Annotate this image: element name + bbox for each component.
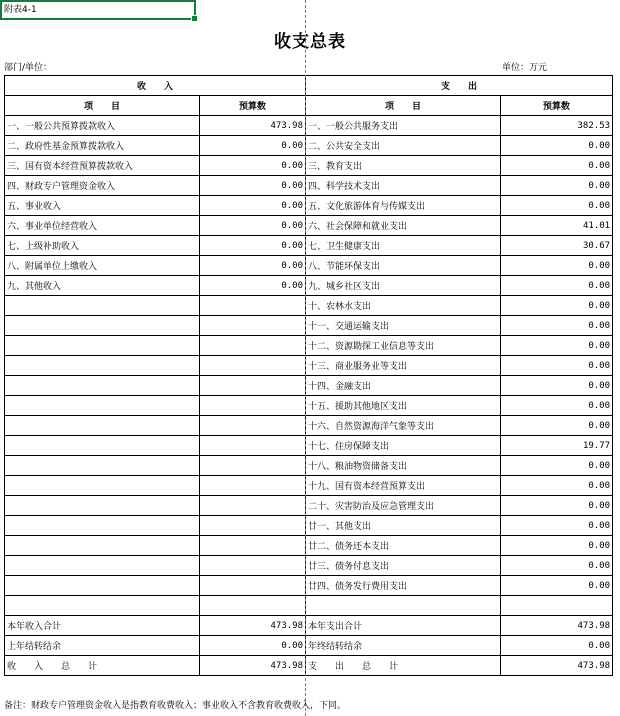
income-value-cell[interactable]	[200, 576, 306, 596]
expense-item-cell[interactable]: 七、卫生健康支出	[306, 236, 501, 256]
income-item-cell[interactable]	[5, 296, 200, 316]
expense-value-cell[interactable]: 0.00	[501, 496, 613, 516]
page-break-line	[305, 0, 306, 716]
expense-item-cell[interactable]: 十九、国有资本经营预算支出	[306, 476, 501, 496]
expense-item-cell[interactable]: 十三、商业服务业等支出	[306, 356, 501, 376]
income-header: 收 入	[5, 76, 306, 96]
income-item-cell[interactable]: 三、国有资本经营预算拨款收入	[5, 156, 200, 176]
expense-value-cell[interactable]: 0.00	[501, 476, 613, 496]
table-row	[5, 156, 613, 176]
table-row	[5, 516, 613, 536]
income-item-cell[interactable]	[5, 336, 200, 356]
table-row	[5, 616, 613, 636]
income-value-cell[interactable]	[200, 396, 306, 416]
expense-item-cell[interactable]: 五、文化旅游体育与传媒支出	[306, 196, 501, 216]
income-value-cell[interactable]: 0.00	[200, 136, 306, 156]
income-value-cell[interactable]	[200, 536, 306, 556]
table-row	[5, 296, 613, 316]
income-item-cell[interactable]: 收 入 总 计	[5, 656, 200, 676]
column-header-row	[5, 96, 613, 116]
income-item-cell[interactable]: 本年收入合计	[5, 616, 200, 636]
income-value-cell[interactable]: 473.98	[200, 116, 306, 136]
income-item-cell[interactable]	[5, 416, 200, 436]
income-value-cell[interactable]: 0.00	[200, 176, 306, 196]
income-item-cell[interactable]	[5, 436, 200, 456]
expense-item-cell[interactable]: 十四、金融支出	[306, 376, 501, 396]
income-value-cell[interactable]	[200, 516, 306, 536]
table-row	[5, 316, 613, 336]
income-item-cell[interactable]: 二、政府性基金预算拨款收入	[5, 136, 200, 156]
income-value-cell[interactable]	[200, 296, 306, 316]
table-row	[5, 376, 613, 396]
table-row	[5, 636, 613, 656]
expense-item-cell[interactable]: 廿一、其他支出	[306, 516, 501, 536]
expense-item-cell[interactable]: 十、农林水支出	[306, 296, 501, 316]
income-value-cell[interactable]	[200, 496, 306, 516]
income-item-cell[interactable]	[5, 496, 200, 516]
table-row	[5, 596, 613, 616]
expense-value-cell[interactable]: 0.00	[501, 196, 613, 216]
income-value-cell[interactable]: 0.00	[200, 216, 306, 236]
income-item-cell[interactable]: 上年结转结余	[5, 636, 200, 656]
income-item-cell[interactable]	[5, 516, 200, 536]
expense-value-cell[interactable]: 0.00	[501, 536, 613, 556]
income-value-cell[interactable]	[200, 476, 306, 496]
expense-item-cell[interactable]: 十六、自然资源海洋气象等支出	[306, 416, 501, 436]
table-row	[5, 456, 613, 476]
income-item-cell[interactable]: 四、财政专户管理资金收入	[5, 176, 200, 196]
income-value-cell[interactable]	[200, 596, 306, 616]
expense-value-cell[interactable]: 30.67	[501, 236, 613, 256]
section-header-row	[5, 76, 613, 96]
expense-value-cell[interactable]: 0.00	[501, 176, 613, 196]
expense-value-cell[interactable]: 0.00	[501, 276, 613, 296]
table-row	[5, 576, 613, 596]
expense-item-cell[interactable]: 十七、住房保障支出	[306, 436, 501, 456]
page-title: 收支总表	[274, 32, 346, 52]
expense-value-cell[interactable]: 0.00	[501, 516, 613, 536]
income-value-cell[interactable]	[200, 316, 306, 336]
table-row	[5, 136, 613, 156]
expense-value-cell[interactable]: 0.00	[501, 356, 613, 376]
expense-value-cell[interactable]: 0.00	[501, 156, 613, 176]
income-value-cell[interactable]	[200, 556, 306, 576]
income-value-cell[interactable]: 0.00	[200, 196, 306, 216]
expense-header: 支 出	[306, 76, 613, 96]
dept-label: 部门/单位：	[4, 63, 53, 73]
table-row	[5, 276, 613, 296]
unit-label: 单位：万元	[502, 63, 548, 73]
expense-item-cell[interactable]: 年终结转结余	[306, 636, 501, 656]
expense-item-header: 项 目	[306, 96, 501, 116]
expense-value-cell[interactable]: 41.01	[501, 216, 613, 236]
income-value-cell[interactable]	[200, 416, 306, 436]
expense-value-cell[interactable]: 0.00	[501, 636, 613, 656]
income-item-cell[interactable]	[5, 376, 200, 396]
expense-item-cell[interactable]: 二十、灾害防治及应急管理支出	[306, 496, 501, 516]
table-row	[5, 216, 613, 236]
table-row	[5, 556, 613, 576]
income-item-cell[interactable]: 七、上级补助收入	[5, 236, 200, 256]
table-row	[5, 396, 613, 416]
expense-item-cell[interactable]: 十八、粮油物资储备支出	[306, 456, 501, 476]
income-item-cell[interactable]	[5, 456, 200, 476]
expense-value-cell[interactable]: 473.98	[501, 616, 613, 636]
table-row	[5, 416, 613, 436]
income-value-cell[interactable]: 0.00	[200, 256, 306, 276]
table-row	[5, 236, 613, 256]
selected-cell[interactable]	[0, 0, 196, 20]
income-item-header: 项 目	[5, 96, 200, 116]
income-item-cell[interactable]	[5, 356, 200, 376]
expense-item-cell[interactable]: 九、城乡社区支出	[306, 276, 501, 296]
table-row	[5, 176, 613, 196]
expense-value-cell[interactable]: 0.00	[501, 456, 613, 476]
expense-item-cell[interactable]: 二、公共安全支出	[306, 136, 501, 156]
expense-value-cell[interactable]: 0.00	[501, 136, 613, 156]
expense-item-cell[interactable]	[306, 596, 501, 616]
expense-value-cell[interactable]: 0.00	[501, 376, 613, 396]
income-value-cell[interactable]: 0.00	[200, 276, 306, 296]
expense-value-cell[interactable]: 0.00	[501, 316, 613, 336]
table-row	[5, 116, 613, 136]
table-row	[5, 356, 613, 376]
expense-value-cell[interactable]: 473.98	[501, 656, 613, 676]
table-row	[5, 256, 613, 276]
expense-item-cell[interactable]: 三、教育支出	[306, 156, 501, 176]
table-row	[5, 196, 613, 216]
expense-item-cell[interactable]: 廿二、债务还本支出	[306, 536, 501, 556]
footnote: 备注：财政专户管理资金收入是指教育收费收入；事业收入不含教育收费收入，下同。	[4, 701, 347, 711]
expense-item-cell[interactable]: 六、社会保障和就业支出	[306, 216, 501, 236]
expense-item-cell[interactable]: 十五、援助其他地区支出	[306, 396, 501, 416]
income-item-cell[interactable]	[5, 596, 200, 616]
expense-value-cell[interactable]	[501, 596, 613, 616]
income-value-cell[interactable]: 0.00	[200, 236, 306, 256]
expense-item-cell[interactable]: 十二、资源勘探工业信息等支出	[306, 336, 501, 356]
cell-ref-text: 附表4-1	[4, 5, 37, 15]
expense-item-cell[interactable]: 本年支出合计	[306, 616, 501, 636]
expense-value-cell[interactable]: 0.00	[501, 576, 613, 596]
table-row	[5, 496, 613, 516]
expense-value-cell[interactable]: 0.00	[501, 336, 613, 356]
expense-item-cell[interactable]: 八、节能环保支出	[306, 256, 501, 276]
expense-item-cell[interactable]: 四、科学技术支出	[306, 176, 501, 196]
income-value-cell[interactable]: 473.98	[200, 656, 306, 676]
expense-value-cell[interactable]: 19.77	[501, 436, 613, 456]
expense-budget-header: 预算数	[501, 96, 613, 116]
expense-item-cell[interactable]: 廿四、债务发行费用支出	[306, 576, 501, 596]
income-value-cell[interactable]	[200, 376, 306, 396]
income-item-cell[interactable]	[5, 576, 200, 596]
summary-table	[4, 75, 613, 676]
income-value-cell[interactable]	[200, 336, 306, 356]
income-item-cell[interactable]: 五、事业收入	[5, 196, 200, 216]
table-row	[5, 476, 613, 496]
income-item-cell[interactable]	[5, 556, 200, 576]
expense-value-cell[interactable]: 0.00	[501, 556, 613, 576]
income-value-cell[interactable]: 0.00	[200, 156, 306, 176]
income-item-cell[interactable]: 八、附属单位上缴收入	[5, 256, 200, 276]
table-row	[5, 536, 613, 556]
expense-value-cell[interactable]: 382.53	[501, 116, 613, 136]
income-budget-header: 预算数	[200, 96, 306, 116]
income-value-cell[interactable]: 0.00	[200, 636, 306, 656]
table-row	[5, 656, 613, 676]
income-value-cell[interactable]	[200, 436, 306, 456]
expense-item-cell[interactable]: 一、一般公共服务支出	[306, 116, 501, 136]
income-item-cell[interactable]: 九、其他收入	[5, 276, 200, 296]
income-item-cell[interactable]	[5, 476, 200, 496]
expense-value-cell[interactable]: 0.00	[501, 416, 613, 436]
expense-item-cell[interactable]: 支 出 总 计	[306, 656, 501, 676]
income-item-cell[interactable]	[5, 396, 200, 416]
income-item-cell[interactable]	[5, 316, 200, 336]
expense-value-cell[interactable]: 0.00	[501, 256, 613, 276]
income-item-cell[interactable]	[5, 536, 200, 556]
income-item-cell[interactable]: 六、事业单位经营收入	[5, 216, 200, 236]
table-row	[5, 336, 613, 356]
income-value-cell[interactable]	[200, 356, 306, 376]
expense-value-cell[interactable]: 0.00	[501, 296, 613, 316]
income-value-cell[interactable]: 473.98	[200, 616, 306, 636]
expense-value-cell[interactable]: 0.00	[501, 396, 613, 416]
expense-item-cell[interactable]: 廿三、债务付息支出	[306, 556, 501, 576]
income-value-cell[interactable]	[200, 456, 306, 476]
income-item-cell[interactable]: 一、一般公共预算拨款收入	[5, 116, 200, 136]
expense-item-cell[interactable]: 十一、交通运输支出	[306, 316, 501, 336]
table-row	[5, 436, 613, 456]
